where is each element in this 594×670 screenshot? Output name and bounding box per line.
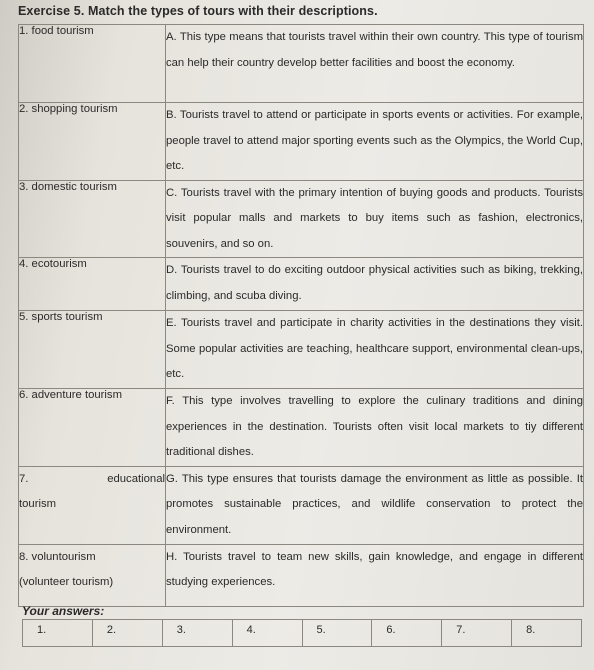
description-cell: E. Tourists travel and participate in charity activities in the destinations they visit. Some popular activities are teaching, healthcare support, environmental clean-ups, etc. xyxy=(166,311,584,389)
tour-type-cell: 6. adventure tourism xyxy=(19,389,166,467)
table-row xyxy=(19,258,584,311)
tour-type-word: (volunteer tourism) xyxy=(19,576,114,588)
tour-type-word: educational xyxy=(107,472,165,485)
answers-table xyxy=(22,619,582,647)
description-cell: G. This type ensures that tourists damage the environment as little as possible. It promotes sustainable practices, and wildlife conservation to protect the environment. xyxy=(166,466,584,544)
table-row xyxy=(19,389,584,467)
tour-type-cell xyxy=(19,466,166,544)
table-row xyxy=(19,180,584,258)
exercise-title: Exercise 5. Match the types of tours with their descriptions. xyxy=(18,4,378,18)
description-cell: B. Tourists travel to attend or participate in sports events or activities. For example, people travel to attend major sporting events such as the Olympics, the World Cup, etc. xyxy=(166,103,584,181)
tour-type-word: tourism xyxy=(19,498,57,510)
tour-type-cell: 2. shopping tourism xyxy=(19,103,166,181)
table-row xyxy=(19,25,584,103)
table-row xyxy=(19,466,584,544)
tour-type-cell: 4. ecotourism xyxy=(19,258,166,311)
answers-label: Your answers: xyxy=(22,604,105,618)
tour-type-line xyxy=(19,467,165,493)
description-cell: H. Tourists travel to team new skills, gain knowledge, and engage in different studying experiences. xyxy=(166,544,584,606)
matching-table xyxy=(18,24,584,607)
tour-type-number: 7. xyxy=(19,472,29,485)
tour-type-cell: 1. food tourism xyxy=(19,25,166,103)
description-cell: F. This type involves travelling to explore the culinary traditions and dining experiences in the destination. Tourists often visit local markets to tiy different traditional dishes. xyxy=(166,389,584,467)
answer-box-1[interactable]: 1. xyxy=(23,620,93,647)
description-cell: D. Tourists travel to do exciting outdoor physical activities such as biking, trekking, climbing, and scuba diving. xyxy=(166,258,584,311)
table-row xyxy=(19,544,584,606)
description-cell: A. This type means that tourists travel within their own country. This type of tourism can help their country develop better facilities and boost the economy. xyxy=(166,25,584,103)
table-row xyxy=(19,103,584,181)
tour-type-cell: 5. sports tourism xyxy=(19,311,166,389)
answer-box-7[interactable]: 7. xyxy=(442,620,512,647)
table-row xyxy=(19,311,584,389)
answer-box-8[interactable]: 8. xyxy=(512,620,582,647)
answer-box-2[interactable]: 2. xyxy=(92,620,162,647)
description-cell: C. Tourists travel with the primary intention of buying goods and products. Tourists visit popular malls and markets to buy items such as fashion, electronics, souvenirs, and so on. xyxy=(166,180,584,258)
answer-box-6[interactable]: 6. xyxy=(372,620,442,647)
answer-box-4[interactable]: 4. xyxy=(232,620,302,647)
answer-box-5[interactable]: 5. xyxy=(302,620,372,647)
tour-type-cell xyxy=(19,544,166,606)
tour-type-cell: 3. domestic tourism xyxy=(19,180,166,258)
answers-row xyxy=(23,620,582,647)
answer-box-3[interactable]: 3. xyxy=(162,620,232,647)
tour-type-word: 8. voluntourism xyxy=(19,550,96,563)
